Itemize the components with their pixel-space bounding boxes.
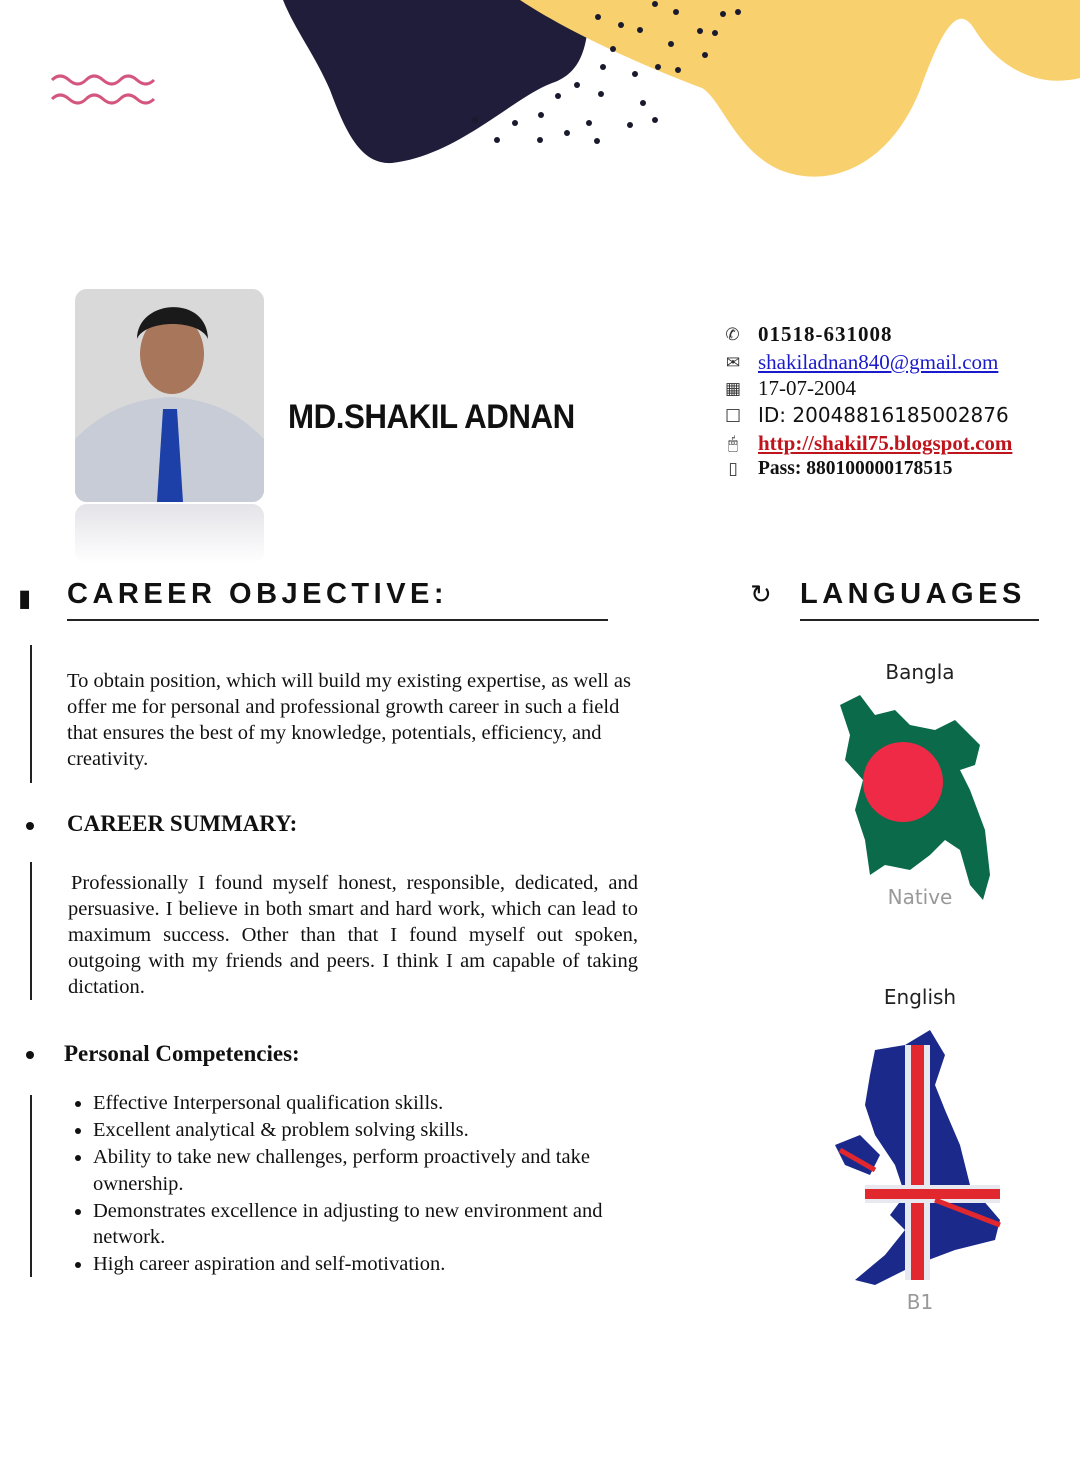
navy-blob [283, 0, 590, 163]
career-objective-heading: CAREER OBJECTIVE: [67, 578, 449, 610]
id-card-icon: □ [724, 405, 742, 425]
contact-website [720, 431, 1012, 456]
divider [800, 619, 1039, 621]
passport-icon: ▯ [728, 459, 738, 479]
briefcase-icon: ▮ [18, 584, 32, 612]
language-level: B1 [906, 1290, 934, 1314]
calendar-icon: ▦ [724, 378, 742, 399]
section-bar [30, 645, 32, 783]
contact-passport: ▯ Pass: 880100000178515 [720, 458, 952, 480]
list-item: • Effective Interpersonal qualification skills. [93, 1090, 683, 1117]
languages-heading: LANGUAGES [800, 578, 1026, 610]
list-item: • Demonstrates excellence in adjusting to new environment and network. [93, 1198, 683, 1251]
divider [67, 619, 608, 621]
decorative-header-shapes [0, 0, 1080, 200]
language-name: English [883, 985, 957, 1009]
language-level: Native [887, 885, 953, 909]
uk-flag-map [835, 1025, 1005, 1290]
profile-photo [75, 289, 264, 502]
career-objective-text: To obtain position, which will build my existing expertise, as well as offer me for personal and professional growth career in such a field that ensures the best of my knowledge, potentials, efficiency, and creativity. [67, 670, 631, 770]
list-item: • Ability to take new challenges, perform proactively and take ownership. [93, 1144, 683, 1197]
contact-dob: ▦ 17-07-2004 [720, 376, 856, 401]
competencies-heading: Personal Competencies: [64, 1041, 300, 1066]
globe-icon: ↻ [750, 580, 772, 610]
contact-id: □ ID: 20048816185002876 [720, 403, 1009, 427]
section-bar [30, 1095, 32, 1277]
bangladesh-flag-map [835, 690, 995, 905]
envelope-icon: ✉ [725, 352, 741, 373]
list-item: • Excellent analytical & problem solving skills. [93, 1117, 683, 1144]
mouse-icon: 🖱 [727, 433, 739, 454]
career-summary-heading: CAREER SUMMARY: [67, 811, 298, 836]
list-item: • High career aspiration and self-motivation. [93, 1251, 683, 1278]
email-link[interactable]: shakiladnan840@gmail.com [758, 350, 999, 374]
career-summary-text: Professionally I found myself honest, responsible, dedicated, and persuasive. I believe in both smart and hard work, which can lead to maximum success. Other than that I found myself out spoken, outgoing with my friends and peers. I think I am capable of taking dictation. [68, 872, 638, 998]
website-link[interactable]: http://shakil75.blogspot.com [758, 431, 1013, 455]
bullet [26, 822, 34, 830]
candidate-name: MD.SHAKIL ADNAN [288, 398, 575, 436]
phone-icon: ✆ [725, 324, 741, 345]
photo-reflection [75, 504, 264, 564]
language-name: Bangla [885, 660, 955, 684]
yellow-blob [520, 0, 1080, 177]
contact-email [720, 350, 998, 375]
section-bar [30, 862, 32, 1000]
competencies-list [60, 1090, 683, 1278]
wave-decoration [52, 76, 154, 103]
bullet [26, 1051, 34, 1059]
contact-phone: ✆ 01518-631008 [720, 322, 893, 347]
